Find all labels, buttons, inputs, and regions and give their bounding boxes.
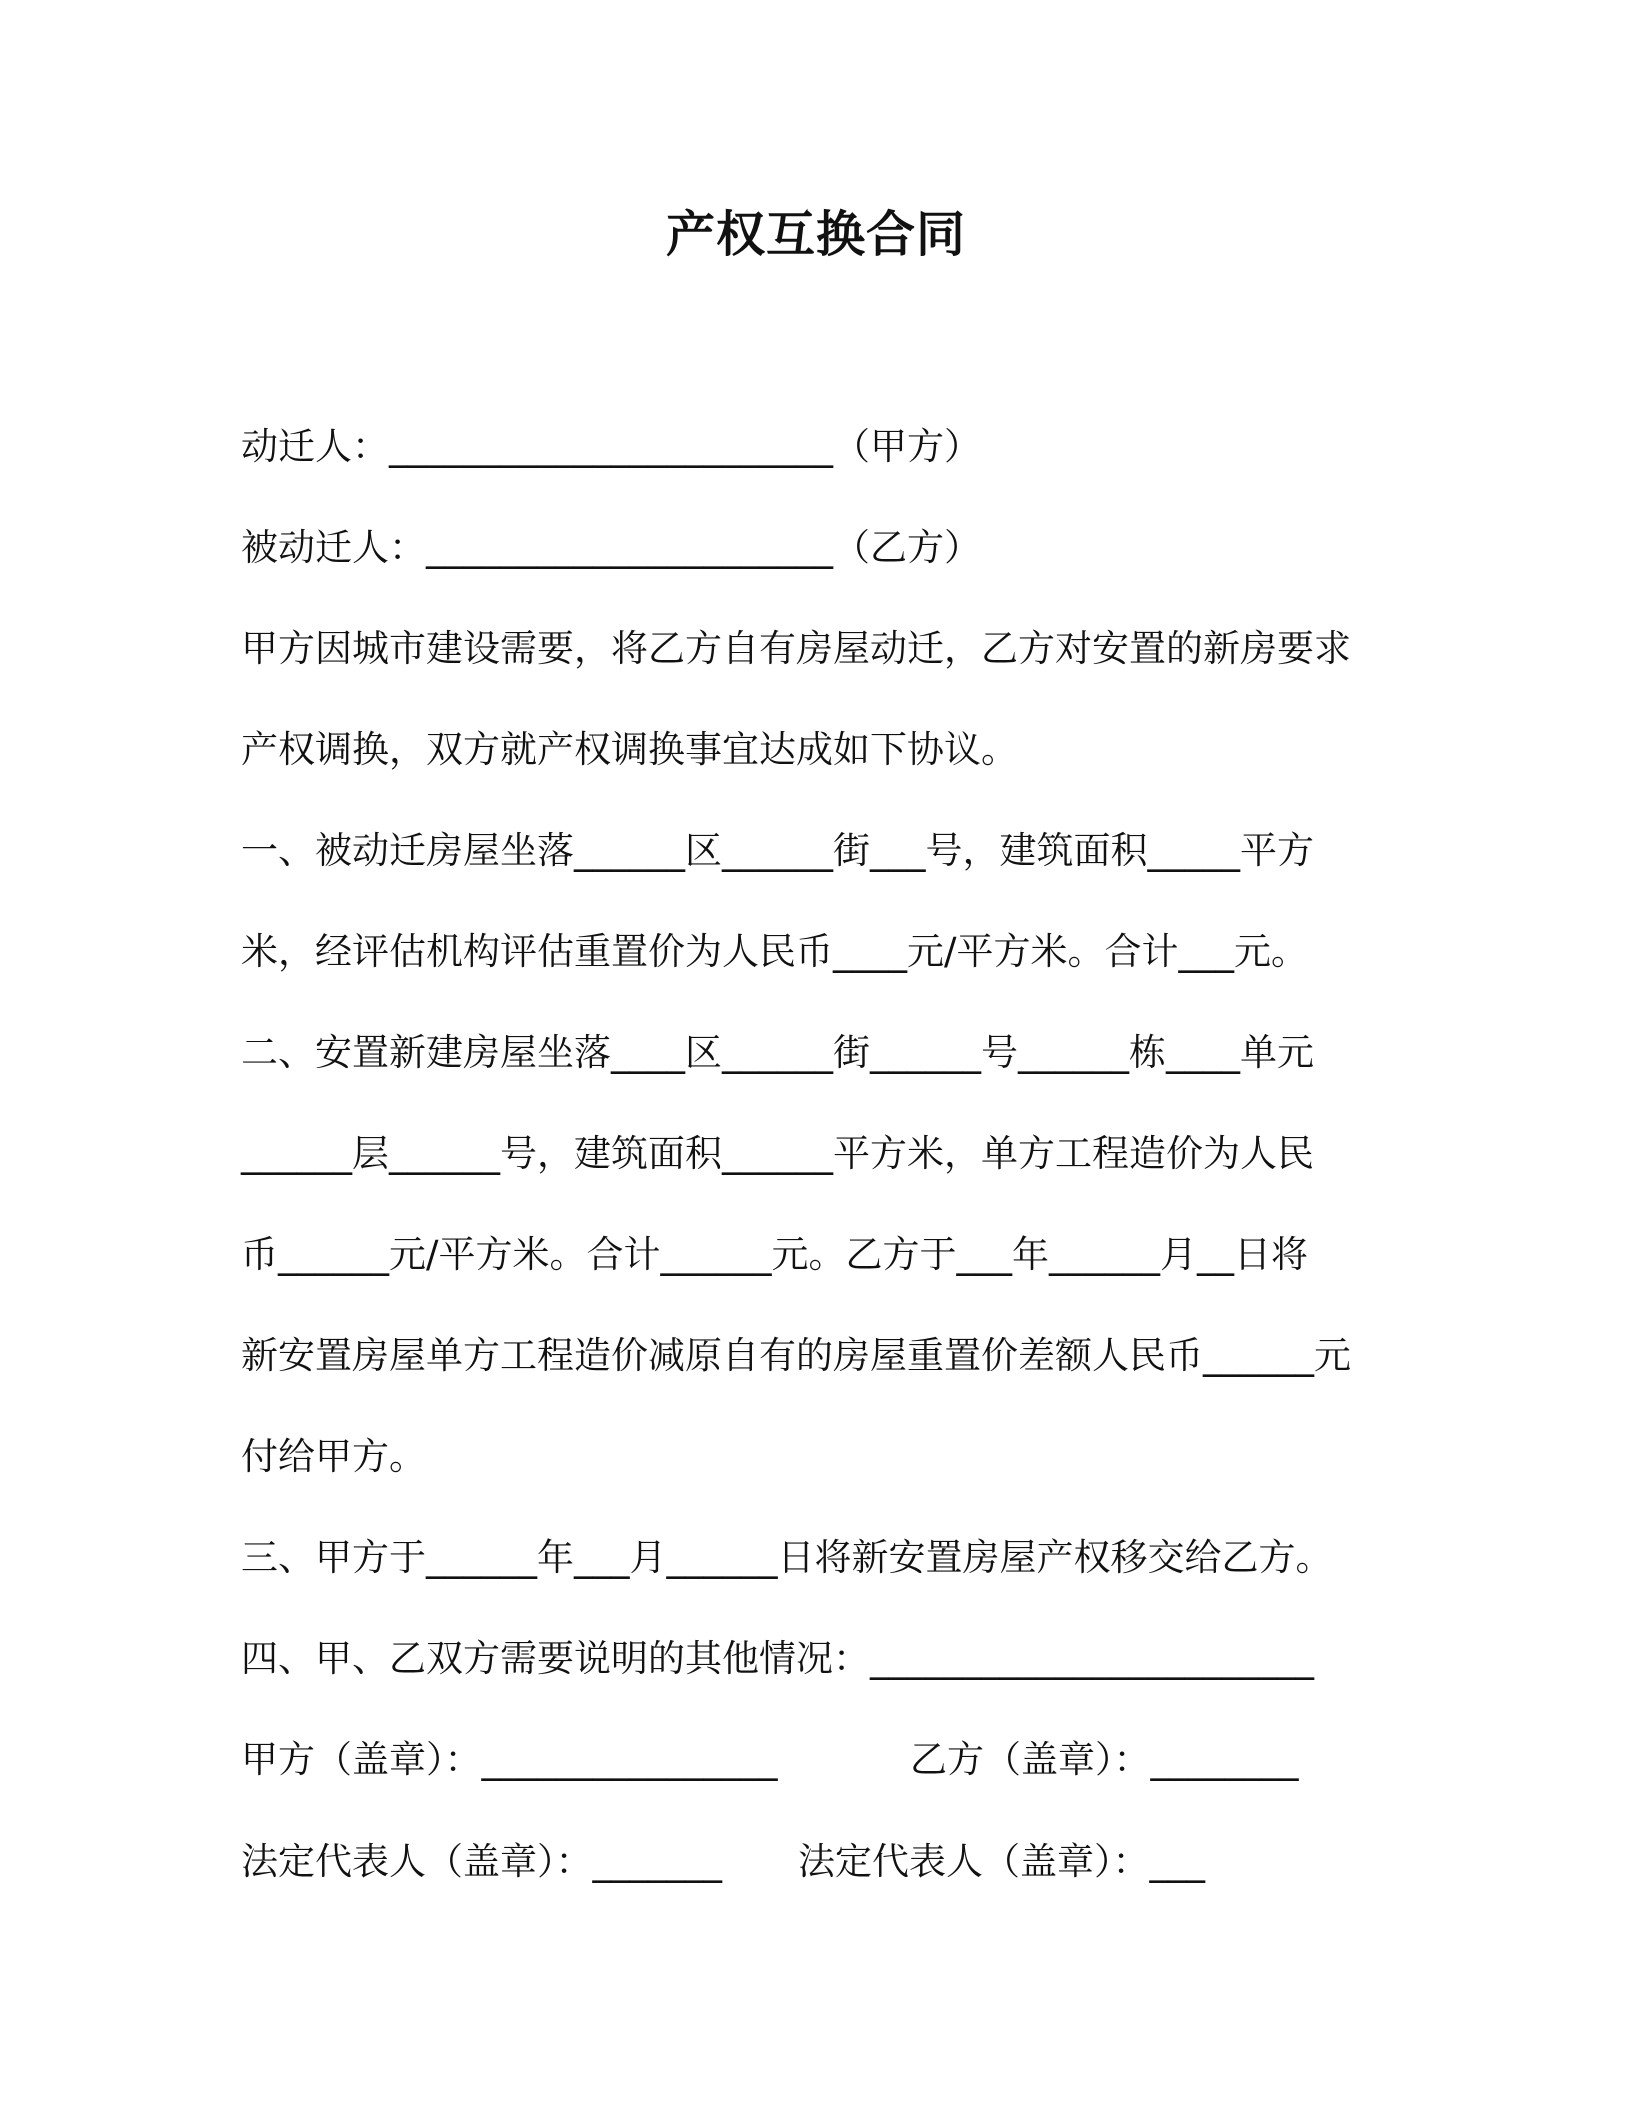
clause-3-line: 三、甲方于______年___月______日将新安置房屋产权移交给乙方。 [241,1536,1333,1579]
clause-2-line-5: 付给甲方。 [241,1435,426,1478]
party-b-representative-line: 法定代表人（盖章）：___ [798,1840,1205,1883]
party-a-representative-line: 法定代表人（盖章）：_______ [241,1840,722,1883]
clause-2-line-3: 币______元/平方米。合计______元。乙方于___年______月__日将 [241,1233,1308,1276]
party-a-seal-line: 甲方（盖章）：________________ [241,1738,778,1781]
relocator-line: 动迁人：________________________（甲方） [241,425,981,468]
clause-1-line-1: 一、被动迁房屋坐落______区______街___号，建筑面积_____平方 [241,829,1314,872]
preamble-line-1: 甲方因城市建设需要，将乙方自有房屋动迁，乙方对安置的新房要求 [241,627,1351,670]
clause-1-line-2: 米，经评估机构评估重置价为人民币____元/平方米。合计___元。 [241,930,1308,973]
relocatee-line: 被动迁人：______________________（乙方） [241,526,981,569]
preamble-line-2: 产权调换，双方就产权调换事宜达成如下协议。 [241,728,1018,771]
document-title: 产权互换合同 [665,206,966,263]
clause-2-line-4: 新安置房屋单方工程造价减原自有的房屋重置价差额人民币______元 [241,1334,1351,1377]
clause-2-line-2: ______层______号，建筑面积______平方米，单方工程造价为人民 [241,1132,1314,1175]
clause-2-line-1: 二、安置新建房屋坐落____区______街______号______栋____单元 [241,1031,1314,1074]
party-b-seal-line: 乙方（盖章）：________ [910,1738,1299,1781]
clause-4-line: 四、甲、乙双方需要说明的其他情况：________________________ [241,1637,1314,1680]
